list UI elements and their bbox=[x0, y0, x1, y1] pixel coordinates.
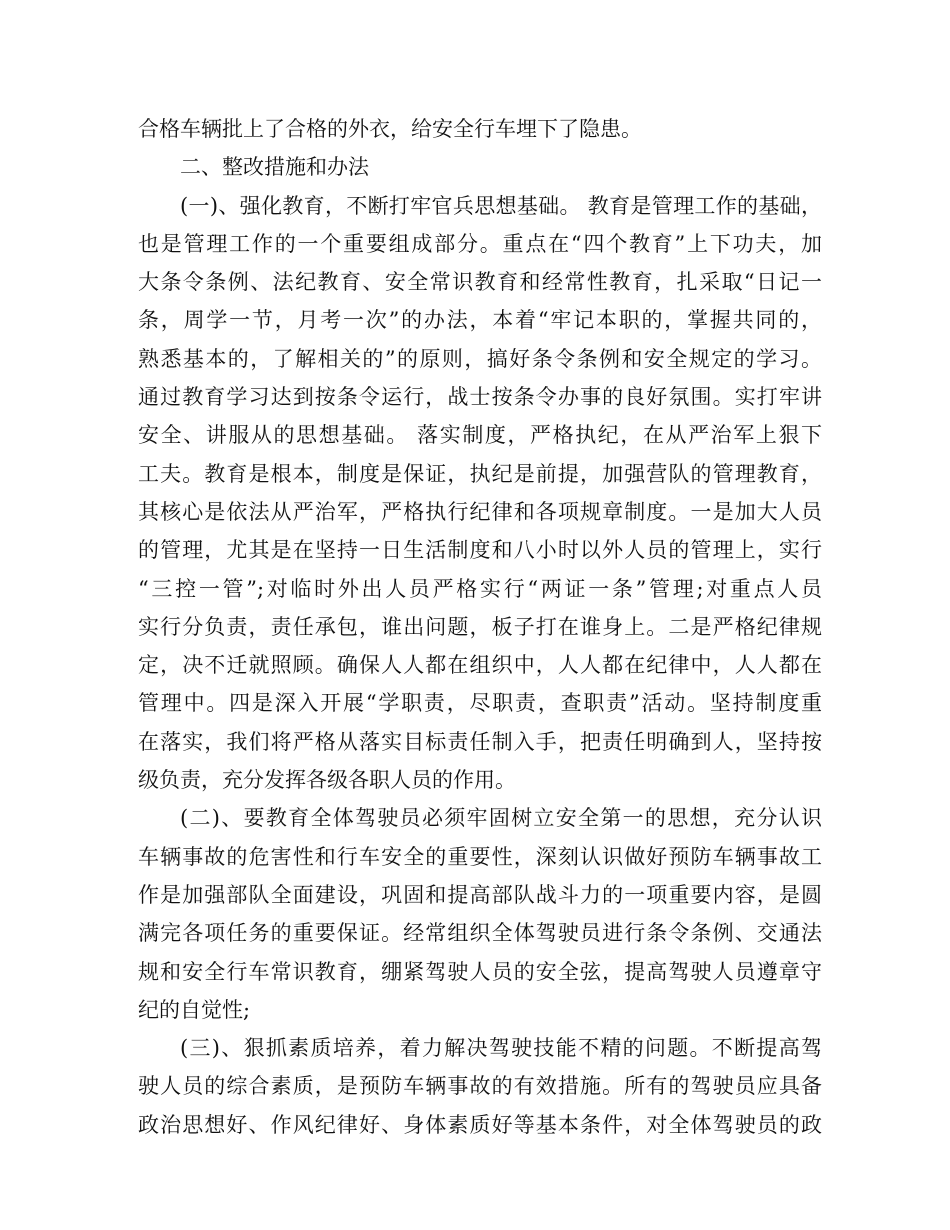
text-line: 级负责，充分发挥各级各职人员的作用。 bbox=[138, 768, 516, 793]
text-line: 大条令条例、法纪教育、安全常识教育和经常性教育，扎采取“日记一 bbox=[138, 270, 822, 295]
text-line: “三控一管”;对临时外出人员严格实行“两证一条”管理;对重点人员 bbox=[138, 576, 822, 601]
text-line: 政治思想好、作风纪律好、身体素质好等基本条件，对全体驾驶员的政 bbox=[138, 1112, 822, 1137]
text-line: 条，周学一节，月考一次”的办法，本着“牢记本职的，掌握共同的， bbox=[138, 308, 822, 333]
text-line: 熟悉基本的，了解相关的”的原则，搞好条令条例和安全规定的学习。 bbox=[138, 346, 822, 371]
text-line: 合格车辆批上了合格的外衣，给安全行车埋下了隐患。 bbox=[138, 117, 642, 141]
section-heading: 二、整改措施和办法 bbox=[180, 155, 369, 180]
document-body bbox=[138, 110, 822, 1144]
text-line: (三)、狠抓素质培养，着力解决驾驶技能不精的问题。不断提高驾 bbox=[180, 1036, 822, 1061]
text-line: 定，决不迁就照顾。确保人人都在组织中，人人都在纪律中，人人都在 bbox=[138, 653, 822, 678]
text-line: 实行分负责，责任承包，谁出问题，板子打在谁身上。二是严格纪律规 bbox=[138, 614, 822, 639]
text-line: 安全、讲服从的思想基础。 落实制度，严格执纪，在从严治军上狠下 bbox=[138, 423, 822, 448]
text-line: 满完各项任务的重要保证。经常组织全体驾驶员进行条令条例、交通法 bbox=[138, 921, 822, 946]
text-line: (二)、要教育全体驾驶员必须牢固树立安全第一的思想，充分认识 bbox=[180, 806, 822, 831]
text-line: 管理中。四是深入开展“学职责，尽职责，查职责”活动。坚持制度重 bbox=[138, 691, 822, 716]
text-line: 在落实，我们将严格从落实目标责任制入手，把责任明确到人，坚持按 bbox=[138, 729, 822, 754]
text-line: 驶人员的综合素质，是预防车辆事故的有效措施。所有的驾驶员应具备 bbox=[138, 1074, 822, 1099]
text-line: 的管理，尤其是在坚持一日生活制度和八小时以外人员的管理上，实行 bbox=[138, 538, 822, 563]
text-line: 规和安全行车常识教育，绷紧驾驶人员的安全弦，提高驾驶人员遵章守 bbox=[138, 959, 822, 984]
text-line: 车辆事故的危害性和行车安全的重要性，深刻认识做好预防车辆事故工 bbox=[138, 844, 822, 869]
text-line: 作是加强部队全面建设，巩固和提高部队战斗力的一项重要内容，是圆 bbox=[138, 882, 822, 907]
text-line: 纪的自觉性; bbox=[138, 997, 251, 1022]
text-line: 也是管理工作的一个重要组成部分。重点在“四个教育”上下功夫，加 bbox=[138, 231, 822, 256]
text-line: 通过教育学习达到按条令运行，战士按条令办事的良好氛围。实打牢讲 bbox=[138, 385, 822, 410]
text-line: (一)、强化教育，不断打牢官兵思想基础。 教育是管理工作的基础， bbox=[180, 193, 822, 218]
text-line: 其核心是依法从严治军，严格执行纪律和各项规章制度。一是加大人员 bbox=[138, 499, 822, 524]
text-line: 工夫。教育是根本，制度是保证，执纪是前提，加强营队的管理教育， bbox=[138, 461, 822, 486]
